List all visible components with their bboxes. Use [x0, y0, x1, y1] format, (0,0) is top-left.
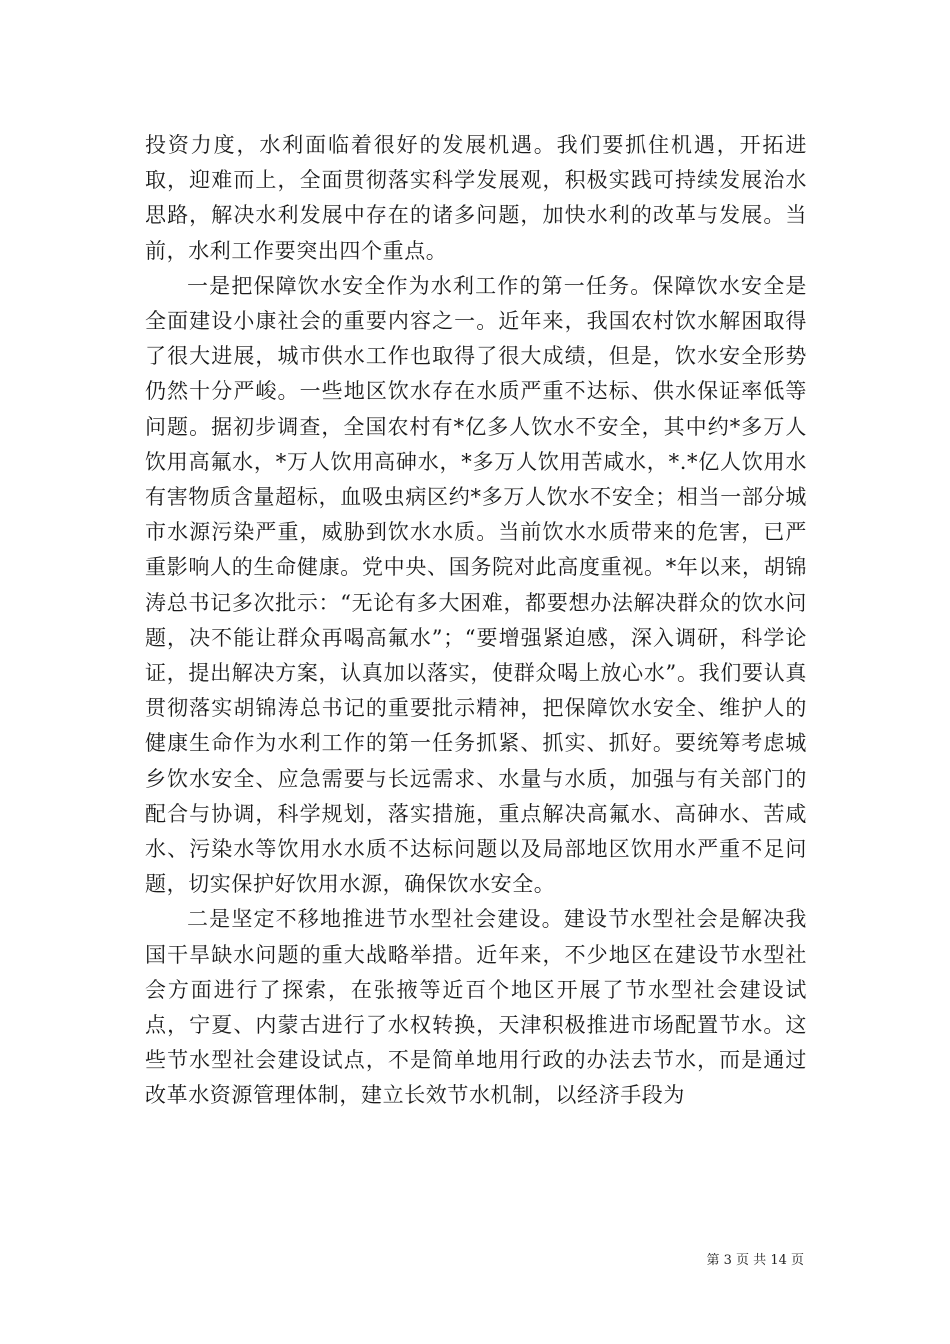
- body-text: [145, 128, 807, 1114]
- paragraph-intro: 投资力度，水利面临着很好的发展机遇。我们要抓住机遇，开拓进取，迎难而上，全面贯彻落实科学发展观，积极实践可持续发展治水思路，解决水利发展中存在的诸多问题，加快水利的改革与发展。当前，水利工作要突出四个重点。: [145, 133, 807, 263]
- paragraph-drinking-water-safety: 一是把保障饮水安全作为水利工作的第一任务。保障饮水安全是全面建设小康社会的重要内容之一。近年来，我国农村饮水解困取得了很大进展，城市供水工作也取得了很大成绩，但是，饮水安全形势仍然十分严峻。一些地区饮水存在水质严重不达标、供水保证率低等问题。据初步调查，全国农村有*亿多人饮水不安全，其中约*多万人饮用高氟水，*万人饮用高砷水，*多万人饮用苦咸水，*.*亿人饮用水有害物质含量超标，血吸虫病区约*多万人饮水不安全；相当一部分城市水源污染严重，威胁到饮水水质。当前饮水水质带来的危害，已严重影响人的生命健康。党中央、国务院对此高度重视。*年以来，胡锦涛总书记多次批示：“无论有多大困难，都要想办法解决群众的饮水问题，决不能让群众再喝高氟水”；“要增强紧迫感，深入调研，科学论证，提出解决方案，认真加以落实，使群众喝上放心水”。我们要认真贯彻落实胡锦涛总书记的重要批示精神，把保障饮水安全、维护人的健康生命作为水利工作的第一任务抓紧、抓实、抓好。要统筹考虑城乡饮水安全、应急需要与长远需求、水量与水质，加强与有关部门的配合与协调，科学规划，落实措施，重点解决高氟水、高砷水、苦咸水、污染水等饮用水水质不达标问题以及局部地区饮用水严重不足问题，切实保护好饮用水源，确保饮水安全。: [145, 273, 807, 897]
- page-number: 第 3 页 共 14 页: [706, 1253, 804, 1268]
- paragraph-water-saving-society: 二是坚定不移地推进节水型社会建设。建设节水型社会是解决我国干旱缺水问题的重大战略举措。近年来，不少地区在建设节水型社会方面进行了探索，在张掖等近百个地区开展了节水型社会建设试点，宁夏、内蒙古进行了水权转换，天津积极推进市场配置节水。这些节水型社会建设试点，不是简单地用行政的办法去节水，而是通过改革水资源管理体制，建立长效节水机制，以经济手段为: [145, 907, 807, 1108]
